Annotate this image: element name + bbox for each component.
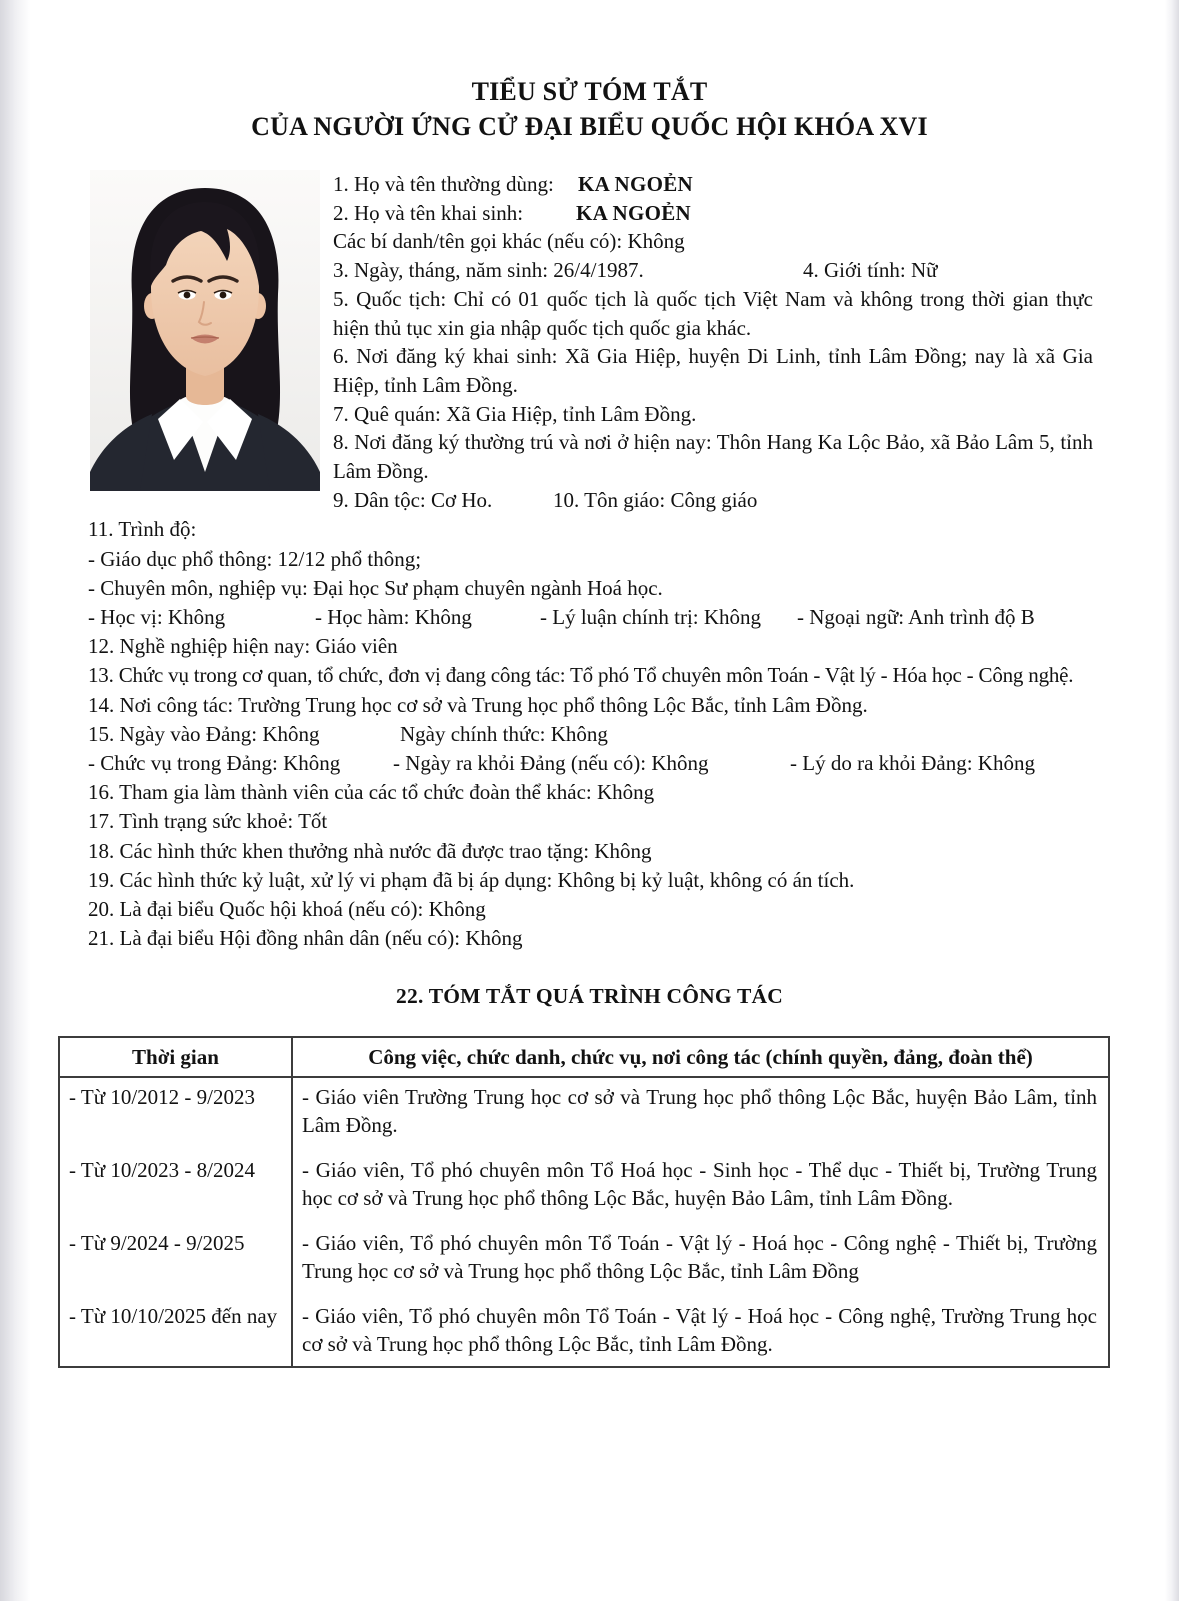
title-line-1: TIỂU SỬ TÓM TẮT (471, 77, 708, 106)
portrait-illustration (90, 170, 320, 491)
career-description: - Giáo viên, Tổ phó chuyên môn Tổ Toán - Vật lý - Hoá học - Công nghệ, Trường Trung học cơ sở và Trung học phổ thông Lộc Bắc, tỉnh Lâm Đồng. (292, 1297, 1109, 1367)
field-foreign-language: - Ngoại ngữ: Anh trình độ B (797, 605, 1035, 630)
table-header-row (59, 1037, 1109, 1077)
field-party-dates (88, 720, 1109, 749)
career-period: - Từ 10/2012 - 9/2023 (59, 1077, 292, 1151)
field-party-join-date: 15. Ngày vào Đảng: Không (88, 721, 320, 746)
field-academic-rank: - Học hàm: Không (315, 605, 472, 630)
top-section (90, 170, 1093, 514)
field-position: 13. Chức vụ trong cơ quan, tổ chức, đơn vị đang công tác: Tổ phó Tổ chuyên môn Toán - Vật lý - Hóa học - Công nghệ. (88, 663, 1074, 688)
document-title (0, 0, 1179, 144)
career-description: - Giáo viên Trường Trung học cơ sở và Trung học phổ thông Lộc Bắc, huyện Bảo Lâm, tỉnh Lâm Đồng. (292, 1077, 1109, 1151)
field-party-position: - Chức vụ trong Đảng: Không (88, 751, 341, 776)
field-hometown: 7. Quê quán: Xã Gia Hiệp, tỉnh Lâm Đồng. (333, 401, 697, 426)
birth-name-label: 2. Họ và tên khai sinh: (333, 200, 524, 225)
field-party-status (88, 749, 1109, 778)
field-common-name (333, 170, 1093, 199)
field-awards: 18. Các hình thức khen thưởng nhà nước đã được trao tặng: Không (88, 838, 652, 863)
table-row (59, 1224, 1109, 1297)
title-line-2: CỦA NGƯỜI ỨNG CỬ ĐẠI BIỂU QUỐC HỘI KHÓA XVI (251, 112, 928, 141)
field-occupation: 12. Nghề nghiệp hiện nay: Giáo viên (88, 634, 398, 659)
field-alias: Các bí danh/tên gọi khác (nếu có): Không (333, 229, 685, 254)
field-nationality: 5. Quốc tịch: Chỉ có 01 quốc tịch là quốc tịch Việt Nam và không trong thời gian thực hiện thủ tục xin gia nhập quốc tịch quốc gia khác. (333, 286, 1093, 340)
field-na-deputy: 20. Là đại biểu Quốc hội khoá (nếu có): Không (88, 897, 486, 922)
career-history-table (58, 1036, 1110, 1368)
field-ethnicity: 9. Dân tộc: Cơ Ho. (333, 487, 493, 512)
table-row (59, 1151, 1109, 1224)
field-degree: - Học vị: Không (88, 605, 226, 630)
career-period: - Từ 9/2024 - 9/2025 (59, 1224, 292, 1297)
candidate-photo (90, 170, 320, 491)
field-birth-registration: 6. Nơi đăng ký khai sinh: Xã Gia Hiệp, huyện Di Linh, tỉnh Lâm Đồng; nay là xã Gia Hiệp, tỉnh Lâm Đồng. (333, 344, 1093, 397)
table-row (59, 1077, 1109, 1151)
personal-info (333, 170, 1093, 514)
field-qualifications (88, 603, 1109, 632)
field-workplace: 14. Nơi công tác: Trường Trung học cơ sở và Trung học phổ thông Lộc Bắc, tỉnh Lâm Đồng. (88, 692, 868, 717)
field-health: 17. Tình trạng sức khoẻ: Tốt (88, 809, 328, 834)
field-council-deputy: 21. Là đại biểu Hội đồng nhân dân (nếu có): Không (88, 926, 523, 951)
field-party-leave-date: - Ngày ra khỏi Đảng (nếu có): Không (393, 751, 709, 776)
career-description: - Giáo viên, Tổ phó chuyên môn Tổ Hoá học - Sinh học - Thể dục - Thiết bị, Trường Trung học cơ sở và Trung học phổ thông Lộc Bắc, huyện Bảo Lâm, tỉnh Lâm Đồng. (292, 1151, 1109, 1224)
career-section-title: 22. TÓM TẮT QUÁ TRÌNH CÔNG TÁC (396, 984, 783, 1009)
field-education-header: 11. Trình độ: (88, 517, 197, 542)
field-dob-gender (333, 256, 1093, 285)
field-residence: 8. Nơi đăng ký thường trú và nơi ở hiện nay: Thôn Hang Ka Lộc Bảo, xã Bảo Lâm 5, tỉnh Lâm Đồng. (333, 430, 1093, 484)
career-description: - Giáo viên, Tổ phó chuyên môn Tổ Toán - Vật lý - Hoá học - Công nghệ - Thiết bị, Trường Trung học cơ sở và Trung học phổ thông Lộc Bắc, tỉnh Lâm Đồng (292, 1224, 1109, 1297)
field-dob: 3. Ngày, tháng, năm sinh: 26/4/1987. (333, 258, 644, 283)
common-name-value: KA NGOẺN (578, 172, 693, 196)
career-period: - Từ 10/10/2025 đến nay (59, 1297, 292, 1367)
birth-name-value: KA NGOẺN (576, 200, 691, 225)
column-header-time: Thời gian (59, 1037, 292, 1077)
field-ethnicity-religion (333, 486, 1093, 515)
field-birth-name (333, 199, 1093, 228)
table-row (59, 1297, 1109, 1367)
field-general-education: - Giáo dục phổ thông: 12/12 phổ thông; (88, 546, 422, 571)
common-name-label: 1. Họ và tên thường dùng: (333, 172, 554, 196)
field-political-theory: - Lý luận chính trị: Không (540, 605, 762, 630)
details-section (88, 515, 1109, 953)
field-organizations: 16. Tham gia làm thành viên của các tổ chức đoàn thể khác: Không (88, 780, 655, 805)
field-gender: 4. Giới tính: Nữ (803, 258, 938, 283)
field-discipline: 19. Các hình thức kỷ luật, xử lý vi phạm đã bị áp dụng: Không bị kỷ luật, không có án tích. (88, 867, 855, 892)
field-party-leave-reason: - Lý do ra khỏi Đảng: Không (790, 751, 1035, 776)
field-religion: 10. Tôn giáo: Công giáo (553, 487, 758, 512)
column-header-work: Công việc, chức danh, chức vụ, nơi công tác (chính quyền, đảng, đoàn thể) (292, 1037, 1109, 1077)
field-professional: - Chuyên môn, nghiệp vụ: Đại học Sư phạm chuyên ngành Hoá học. (88, 575, 663, 600)
career-period: - Từ 10/2023 - 8/2024 (59, 1151, 292, 1224)
field-party-official-date: Ngày chính thức: Không (400, 721, 608, 746)
